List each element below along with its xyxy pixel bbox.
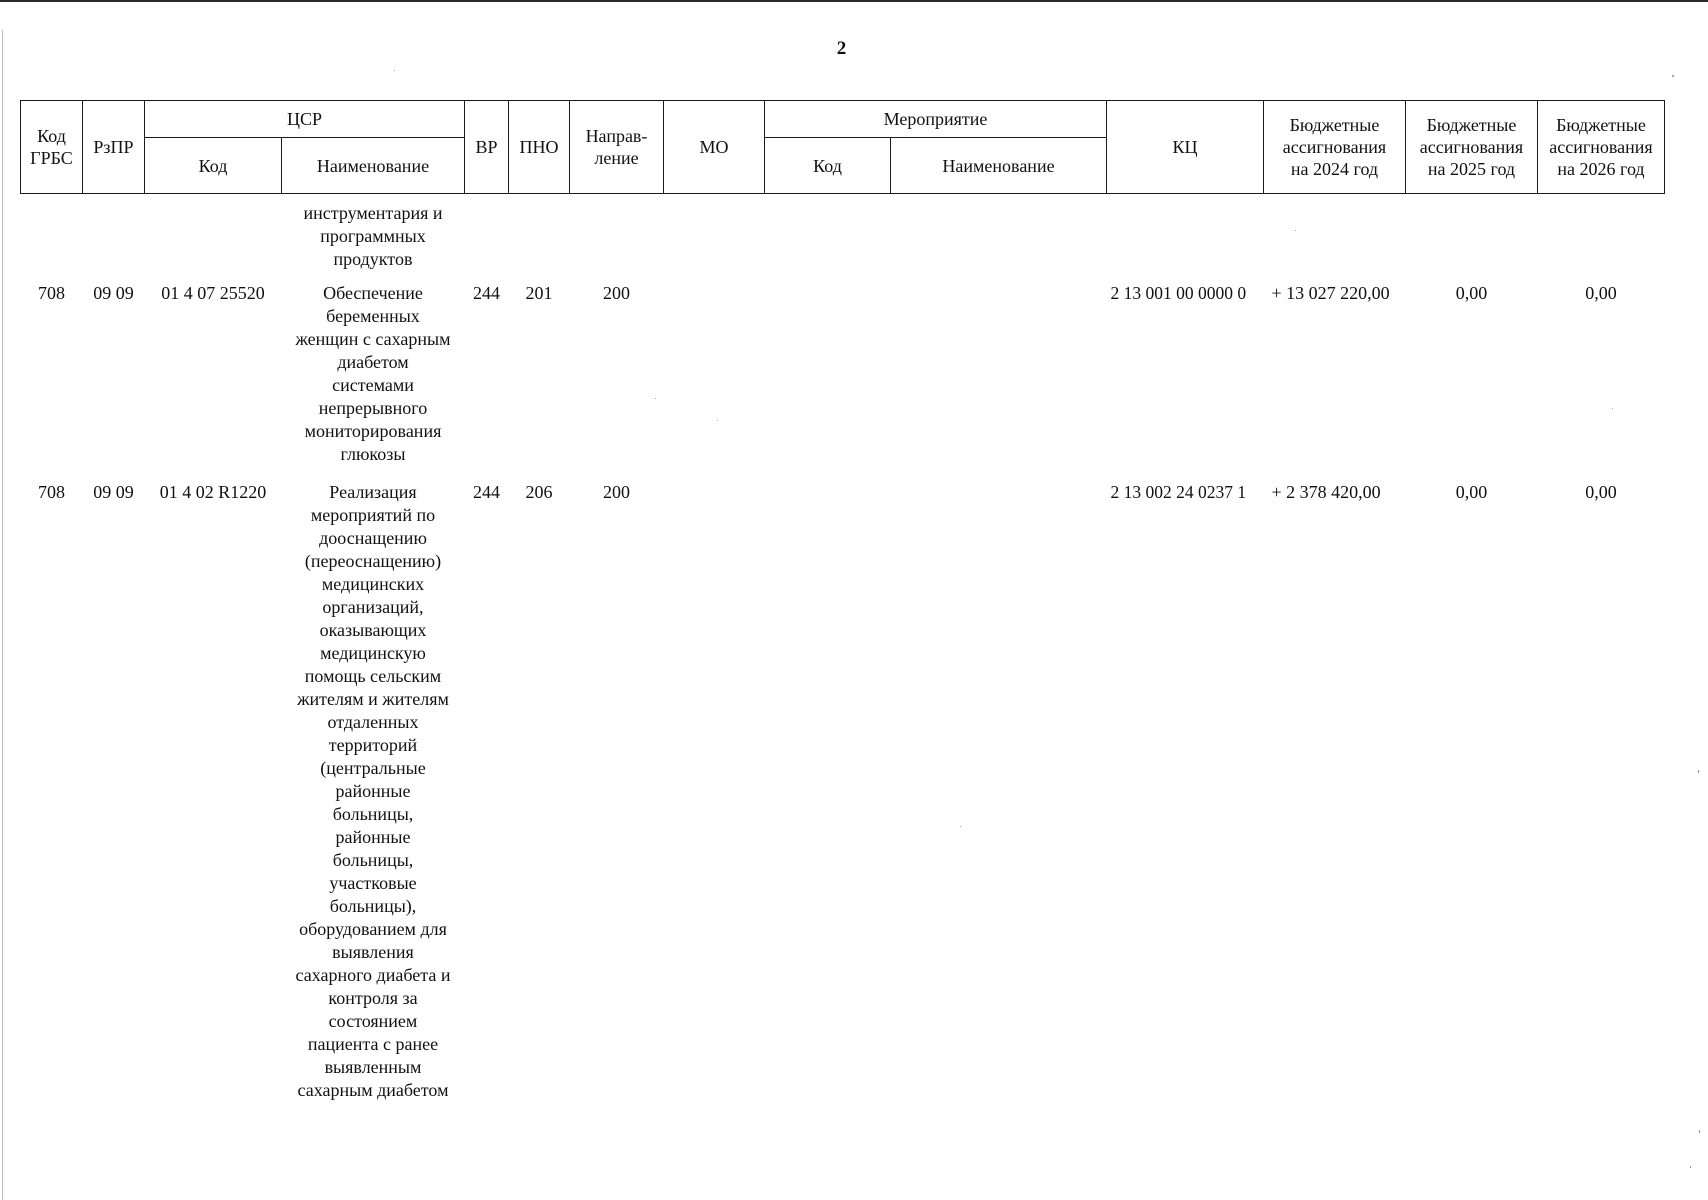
header-csr-code: Код	[145, 138, 282, 194]
cell-budget-2024	[1264, 194, 1406, 282]
page-number: 2	[836, 38, 847, 59]
header-vr: ВР	[465, 101, 509, 194]
header-rzpr: РзПР	[83, 101, 145, 194]
cell-rzpr	[83, 194, 145, 282]
cell-csr-name: инструментария и программных продуктов	[303, 203, 443, 269]
scan-speck	[1612, 408, 1613, 409]
cell-csr-code: 01 4 07 25520	[161, 282, 265, 303]
table-row	[21, 481, 1665, 1102]
cell-budget-2024: + 13 027 220,00	[1271, 282, 1390, 303]
scan-speck	[960, 826, 961, 827]
table-row	[21, 194, 1665, 282]
cell-event-name	[891, 194, 1107, 282]
cell-csr-name: Обеспечение беременных женщин с сахарным диабетом системами непрерывного мониторирования глюкозы	[295, 282, 451, 464]
cell-vr	[465, 194, 509, 282]
cell-grbs	[21, 194, 83, 282]
cell-budget-2026: 0,00	[1585, 481, 1617, 502]
cell-csr-code	[145, 194, 282, 282]
header-direction: Направ- ление	[570, 101, 664, 194]
cell-budget-2025: 0,00	[1455, 481, 1488, 502]
cell-mo	[664, 282, 765, 481]
cell-pno: 201	[525, 282, 553, 303]
cell-vr: 244	[473, 282, 500, 303]
cell-event-name	[891, 481, 1107, 1102]
cell-event-code	[765, 481, 891, 1102]
scan-speck	[1295, 230, 1296, 231]
header-event-code: Код	[765, 138, 891, 194]
cell-direction	[570, 194, 664, 282]
cell-mo	[664, 194, 765, 282]
header-budget-2024: Бюджетные ассигнования на 2024 год	[1264, 101, 1406, 194]
cell-kc: 2 13 001 00 0000 0	[1110, 282, 1247, 303]
scan-speck	[1699, 1130, 1700, 1133]
header-budget-2026: Бюджетные ассигнования на 2026 год	[1538, 101, 1665, 194]
budget-table	[20, 100, 1665, 1102]
cell-event-code	[765, 282, 891, 481]
cell-direction: 200	[603, 481, 630, 502]
header-csr: ЦСР	[145, 101, 465, 138]
cell-direction: 200	[603, 282, 630, 303]
cell-csr-name: Реализация мероприятий по дооснащению (переоснащению) медицинских организаций, оказывающих медицинскую помощь сельским жителям и жителям отдаленных территорий (центральные районные больницы, районные больницы, участковые больницы), оборудованием для выявления сахарного диабета и контроля за состоянием пациента с ранее выявленным сахарным диабетом	[295, 481, 451, 1100]
cell-budget-2025: 0,00	[1455, 282, 1488, 303]
header-csr-name: Наименование	[282, 138, 465, 194]
cell-kc: 2 13 002 24 0237 1	[1110, 481, 1247, 502]
cell-pno: 206	[525, 481, 553, 502]
header-event-name: Наименование	[891, 138, 1107, 194]
header-pno: ПНО	[509, 101, 570, 194]
cell-kc	[1107, 194, 1264, 282]
scan-speck	[1672, 75, 1674, 77]
scan-speck	[1698, 770, 1699, 773]
cell-event-code	[765, 194, 891, 282]
header-mo: МО	[664, 101, 765, 194]
scan-edge-top	[0, 0, 1708, 2]
cell-mo	[664, 481, 765, 1102]
cell-vr: 244	[473, 481, 500, 502]
cell-pno	[509, 194, 570, 282]
scan-speck	[1690, 1166, 1691, 1168]
cell-rzpr: 09 09	[93, 282, 134, 303]
cell-budget-2024: + 2 378 420,00	[1271, 481, 1381, 502]
header-event: Мероприятие	[765, 101, 1107, 138]
cell-rzpr: 09 09	[93, 481, 134, 502]
header-budget-2025: Бюджетные ассигнования на 2025 год	[1406, 101, 1538, 194]
scan-speck	[655, 398, 656, 399]
cell-grbs: 708	[38, 481, 65, 502]
cell-event-name	[891, 282, 1107, 481]
scan-speck	[717, 420, 718, 421]
table-row	[21, 282, 1665, 481]
scan-edge-left	[2, 30, 3, 1200]
header-kc: КЦ	[1107, 101, 1264, 194]
cell-csr-code: 01 4 02 R1220	[159, 481, 267, 502]
scan-speck	[394, 70, 395, 71]
header-grbs: Код ГРБС	[21, 101, 83, 194]
cell-grbs: 708	[38, 282, 65, 303]
cell-budget-2026: 0,00	[1585, 282, 1617, 303]
cell-budget-2025	[1406, 194, 1538, 282]
cell-budget-2026	[1538, 194, 1665, 282]
